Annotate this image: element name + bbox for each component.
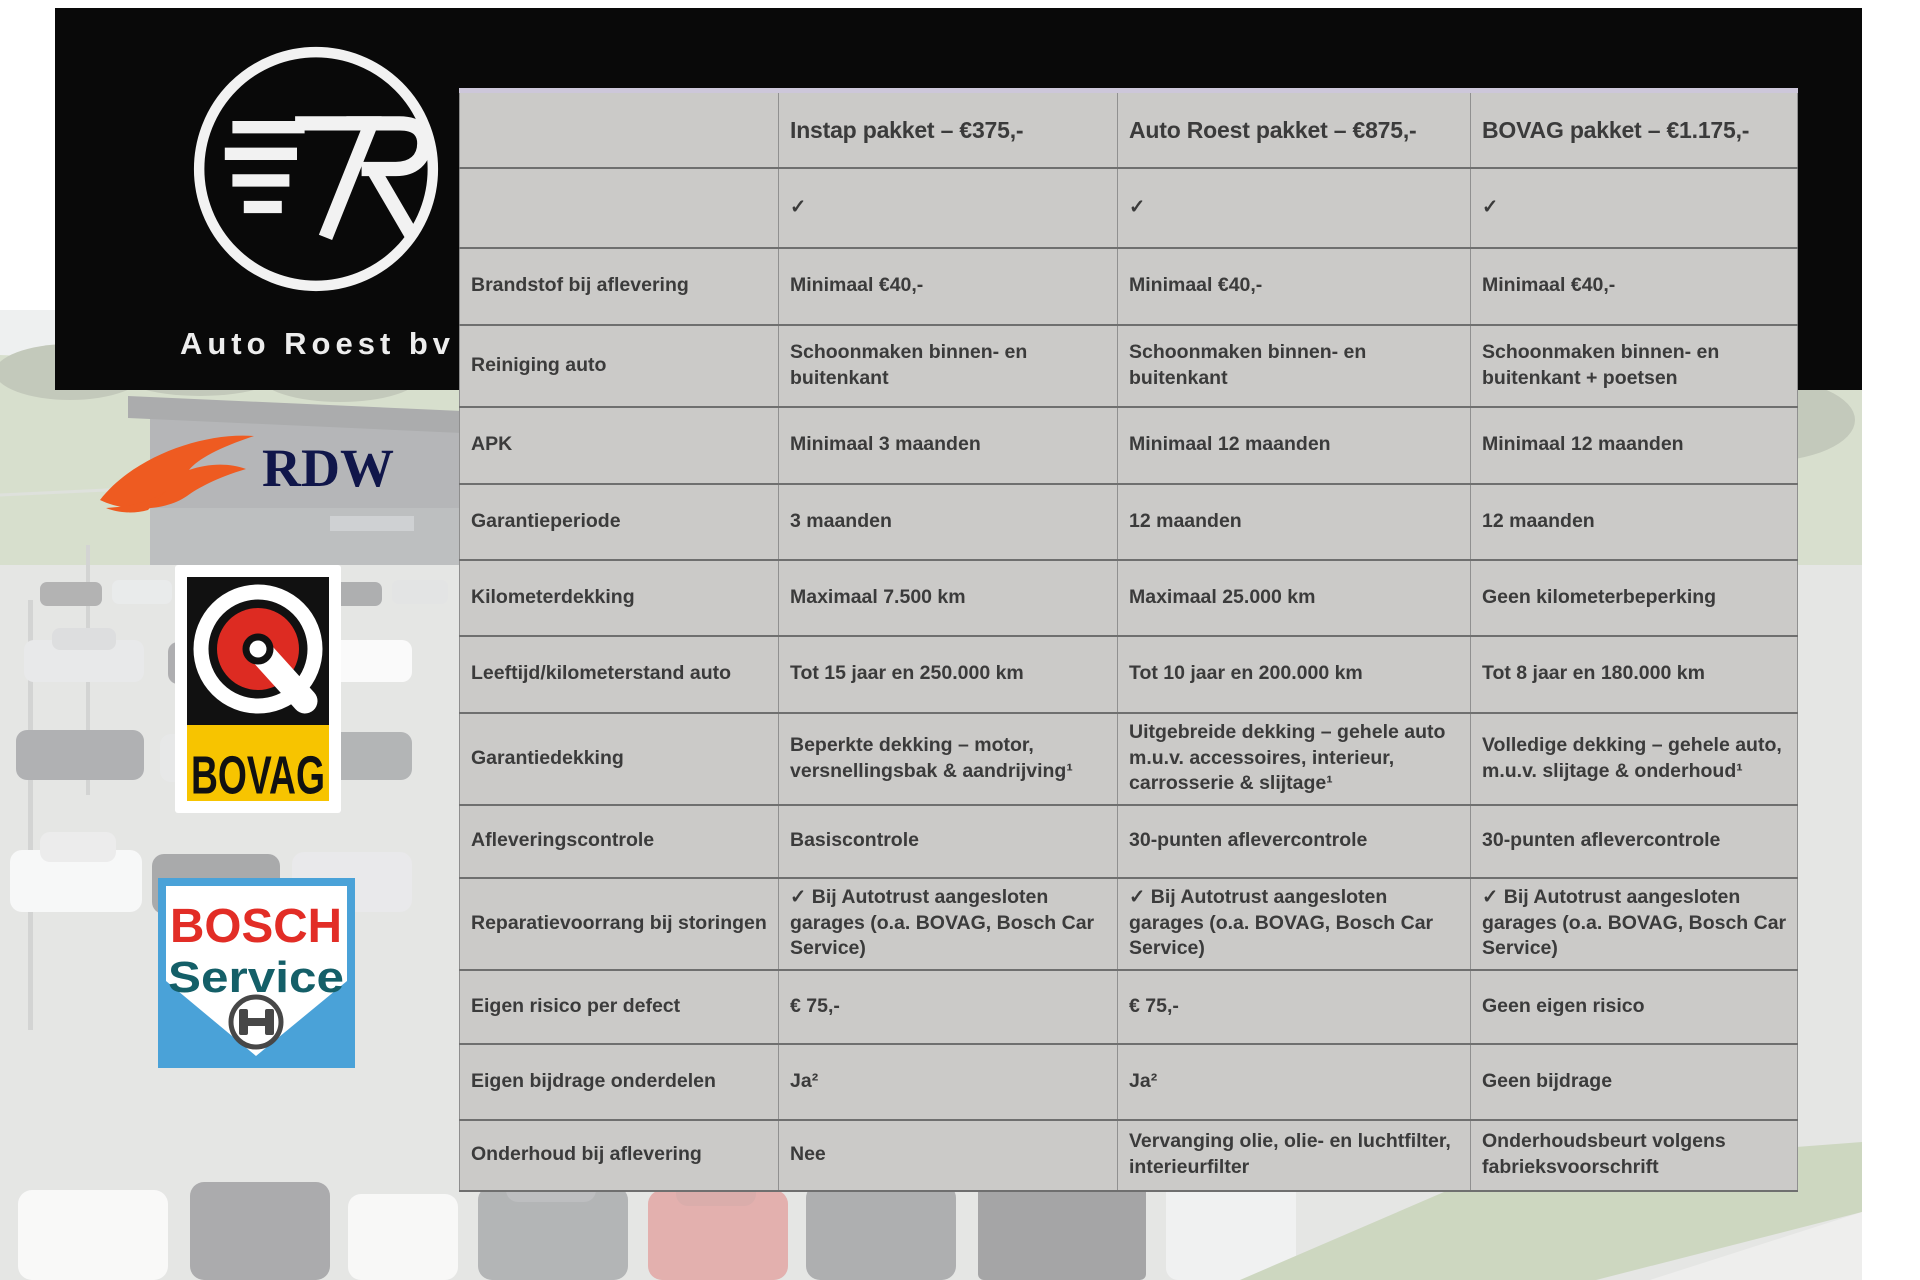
row-label-cell: Garantieperiode	[460, 484, 779, 560]
value-cell: Minimaal €40,-	[779, 248, 1118, 325]
value-cell: ✓	[1471, 168, 1798, 248]
value-cell: Ja²	[779, 1044, 1118, 1120]
table-row	[460, 248, 1798, 325]
value-cell: ✓ Bij Autotrust aangesloten garages (o.a. BOVAG, Bosch Car Service)	[779, 878, 1118, 970]
table-row	[460, 560, 1798, 636]
bosch-service-logo	[158, 878, 355, 1068]
value-cell: ✓	[1118, 168, 1471, 248]
rdw-text: RDW	[262, 438, 394, 498]
table-row	[460, 484, 1798, 560]
value-cell: Tot 8 jaar en 180.000 km	[1471, 636, 1798, 713]
row-label-cell: Garantiedekking	[460, 713, 779, 805]
value-cell: Beperkte dekking – motor, versnellingsbak & aandrijving¹	[779, 713, 1118, 805]
row-label-cell: Kilometerdekking	[460, 560, 779, 636]
value-cell: Minimaal 12 maanden	[1118, 407, 1471, 484]
value-cell: Ja²	[1118, 1044, 1471, 1120]
table-row	[460, 1120, 1798, 1191]
table-row	[460, 970, 1798, 1044]
value-cell: 30-punten aflevercontrole	[1471, 805, 1798, 878]
value-cell: € 75,-	[779, 970, 1118, 1044]
row-label-cell: Eigen bijdrage onderdelen	[460, 1044, 779, 1120]
value-cell: 12 maanden	[1118, 484, 1471, 560]
value-cell: Uitgebreide dekking – gehele auto m.u.v. accessoires, interieur, carrosserie & slijtage¹	[1118, 713, 1471, 805]
package-comparison-table	[459, 88, 1797, 1188]
bosch-service-text: Service	[168, 953, 344, 1002]
bosch-text: BOSCH	[170, 900, 342, 953]
value-cell: Volledige dekking – gehele auto, m.u.v. slijtage & onderhoud¹	[1471, 713, 1798, 805]
value-cell: Tot 15 jaar en 250.000 km	[779, 636, 1118, 713]
value-cell: ✓ Bij Autotrust aangesloten garages (o.a. BOVAG, Bosch Car Service)	[1471, 878, 1798, 970]
value-cell: Minimaal €40,-	[1118, 248, 1471, 325]
value-cell: ✓	[779, 168, 1118, 248]
value-cell: Minimaal 3 maanden	[779, 407, 1118, 484]
value-cell: 30-punten aflevercontrole	[1118, 805, 1471, 878]
row-label-cell: Reiniging auto	[460, 325, 779, 407]
value-cell: Minimaal 12 maanden	[1471, 407, 1798, 484]
row-label-cell: Eigen risico per defect	[460, 970, 779, 1044]
table-header-row	[460, 91, 1798, 168]
table-row	[460, 168, 1798, 248]
speed-lines	[225, 127, 305, 207]
value-cell: Schoonmaken binnen- en buitenkant	[1118, 325, 1471, 407]
value-cell: Geen kilometerbeperking	[1471, 560, 1798, 636]
value-cell: Tot 10 jaar en 200.000 km	[1118, 636, 1471, 713]
value-cell: Onderhoudsbeurt volgens fabrieksvoorschrift	[1471, 1120, 1798, 1191]
value-cell: Geen eigen risico	[1471, 970, 1798, 1044]
table-row	[460, 407, 1798, 484]
row-label-cell: APK	[460, 407, 779, 484]
auto-roest-logo	[183, 36, 449, 302]
value-cell: 3 maanden	[779, 484, 1118, 560]
package-header: BOVAG pakket – €1.175,-	[1471, 91, 1798, 168]
row-label-cell	[460, 168, 779, 248]
monogram-7r	[295, 123, 424, 237]
row-label-cell: Afleveringscontrole	[460, 805, 779, 878]
row-label-cell: Brandstof bij aflevering	[460, 248, 779, 325]
value-cell: 12 maanden	[1471, 484, 1798, 560]
row-label-cell: Leeftijd/kilometerstand auto	[460, 636, 779, 713]
table-row	[460, 325, 1798, 407]
package-header: Auto Roest pakket – €875,-	[1118, 91, 1471, 168]
row-label-cell: Onderhoud bij aflevering	[460, 1120, 779, 1191]
value-cell: Minimaal €40,-	[1471, 248, 1798, 325]
table-row	[460, 805, 1798, 878]
value-cell: Nee	[779, 1120, 1118, 1191]
bovag-logo	[175, 564, 341, 814]
table-row	[460, 1044, 1798, 1120]
value-cell: Vervanging olie, olie- en luchtfilter, interieurfilter	[1118, 1120, 1471, 1191]
package-header: Instap pakket – €375,-	[779, 91, 1118, 168]
value-cell: ✓ Bij Autotrust aangesloten garages (o.a. BOVAG, Bosch Car Service)	[1118, 878, 1471, 970]
feature-column-header	[460, 91, 779, 168]
value-cell: Basiscontrole	[779, 805, 1118, 878]
rdw-wing-icon	[100, 436, 254, 513]
value-cell: Geen bijdrage	[1471, 1044, 1798, 1120]
rdw-logo	[96, 428, 396, 518]
auto-roest-wordmark: Auto Roest bv	[179, 326, 456, 361]
table-row	[460, 636, 1798, 713]
table-row	[460, 878, 1798, 970]
table-row	[460, 713, 1798, 805]
value-cell: Maximaal 7.500 km	[779, 560, 1118, 636]
value-cell: Schoonmaken binnen- en buitenkant + poetsen	[1471, 325, 1798, 407]
row-label-cell: Reparatievoorrang bij storingen	[460, 878, 779, 970]
bovag-text: BOVAG	[190, 745, 325, 806]
value-cell: Maximaal 25.000 km	[1118, 560, 1471, 636]
value-cell: Schoonmaken binnen- en buitenkant	[779, 325, 1118, 407]
value-cell: € 75,-	[1118, 970, 1471, 1044]
